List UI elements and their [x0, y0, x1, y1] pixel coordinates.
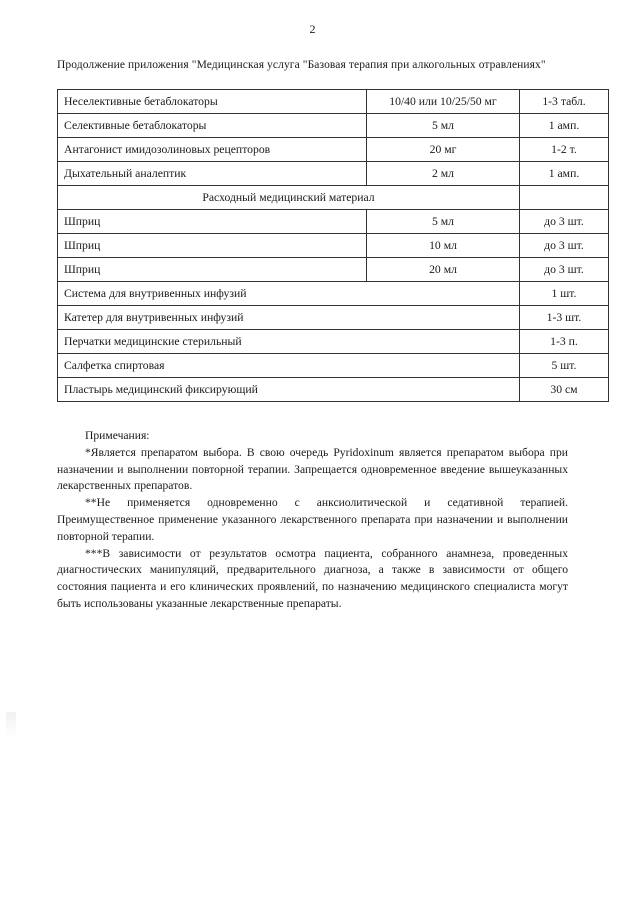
table-row: [58, 138, 609, 162]
note-item-1: *Является препаратом выбора. В свою очередь Pyridoxinum является препаратом выбора при назначении и выполнении повторной терапии. Запрещается одновременное введение вышеуказанных лекарственных препаратов.: [57, 445, 568, 493]
table-row: [58, 282, 609, 306]
section-qty-blank: [520, 186, 609, 210]
table-row: [58, 258, 609, 282]
drug-dose: 10/40 или 10/25/50 мг: [367, 90, 520, 114]
notes-title: Примечания:: [85, 429, 150, 442]
drug-qty: 1 амп.: [520, 162, 609, 186]
material-dose: 5 мл: [367, 210, 520, 234]
table-row: [58, 210, 609, 234]
material-name: Система для внутривенных инфузий: [58, 282, 520, 306]
drug-name: Неселективные бетаблокаторы: [58, 90, 367, 114]
material-qty: до 3 шт.: [520, 258, 609, 282]
material-qty: 1-3 шт.: [520, 306, 609, 330]
table-row: [58, 234, 609, 258]
table-row: [58, 306, 609, 330]
document-heading: Продолжение приложения "Медицинская услуга "Базовая терапия при алкогольных отравлениях": [57, 59, 546, 71]
material-name: Перчатки медицинские стерильный: [58, 330, 520, 354]
table-row: [58, 162, 609, 186]
material-name: Катетер для внутривенных инфузий: [58, 306, 520, 330]
drug-dose: 5 мл: [367, 114, 520, 138]
drug-qty: 1-2 т.: [520, 138, 609, 162]
drug-qty: 1 амп.: [520, 114, 609, 138]
notes-section: [57, 428, 568, 613]
material-name: Шприц: [58, 234, 367, 258]
material-qty: 5 шт.: [520, 354, 609, 378]
material-qty: до 3 шт.: [520, 234, 609, 258]
material-qty: до 3 шт.: [520, 210, 609, 234]
drug-qty: 1-3 табл.: [520, 90, 609, 114]
drug-name: Селективные бетаблокаторы: [58, 114, 367, 138]
note-item-3: ***В зависимости от результатов осмотра пациента, собранного анамнеза, проведенных диагностических манипуляций, предварительного диагноза, а также в зависимости от общего состояния пациента и его клинических проявлений, по назначению медицинского специалиста могут быть использованы указанные лекарственные препараты.: [57, 546, 568, 610]
table-row: [58, 330, 609, 354]
drug-dose: 2 мл: [367, 162, 520, 186]
note-item-2: **Не применяется одновременно с анксиолитической и седативной терапией. Преимущественное применение указанного лекарственного препарата при назначении и выполнении повторной терапии.: [57, 496, 568, 543]
page-edge-artifact: [6, 712, 16, 738]
material-name: Пластырь медицинский фиксирующий: [58, 378, 520, 402]
material-qty: 1 шт.: [520, 282, 609, 306]
material-name: Шприц: [58, 258, 367, 282]
material-name: Шприц: [58, 210, 367, 234]
drug-dose: 20 мг: [367, 138, 520, 162]
page-number: 2: [309, 22, 316, 36]
drug-name: Дыхательный аналептик: [58, 162, 367, 186]
material-name: Салфетка спиртовая: [58, 354, 520, 378]
table-section-row: [58, 186, 609, 210]
table-row: [58, 354, 609, 378]
medication-table: [57, 89, 609, 402]
table-row: [58, 114, 609, 138]
table-row: [58, 90, 609, 114]
section-title: Расходный медицинский материал: [58, 186, 520, 210]
material-dose: 20 мл: [367, 258, 520, 282]
material-dose: 10 мл: [367, 234, 520, 258]
table-row: [58, 378, 609, 402]
material-qty: 1-3 п.: [520, 330, 609, 354]
document-page: [0, 22, 625, 904]
material-qty: 30 см: [520, 378, 609, 402]
drug-name: Антагонист имидозолиновых рецепторов: [58, 138, 367, 162]
